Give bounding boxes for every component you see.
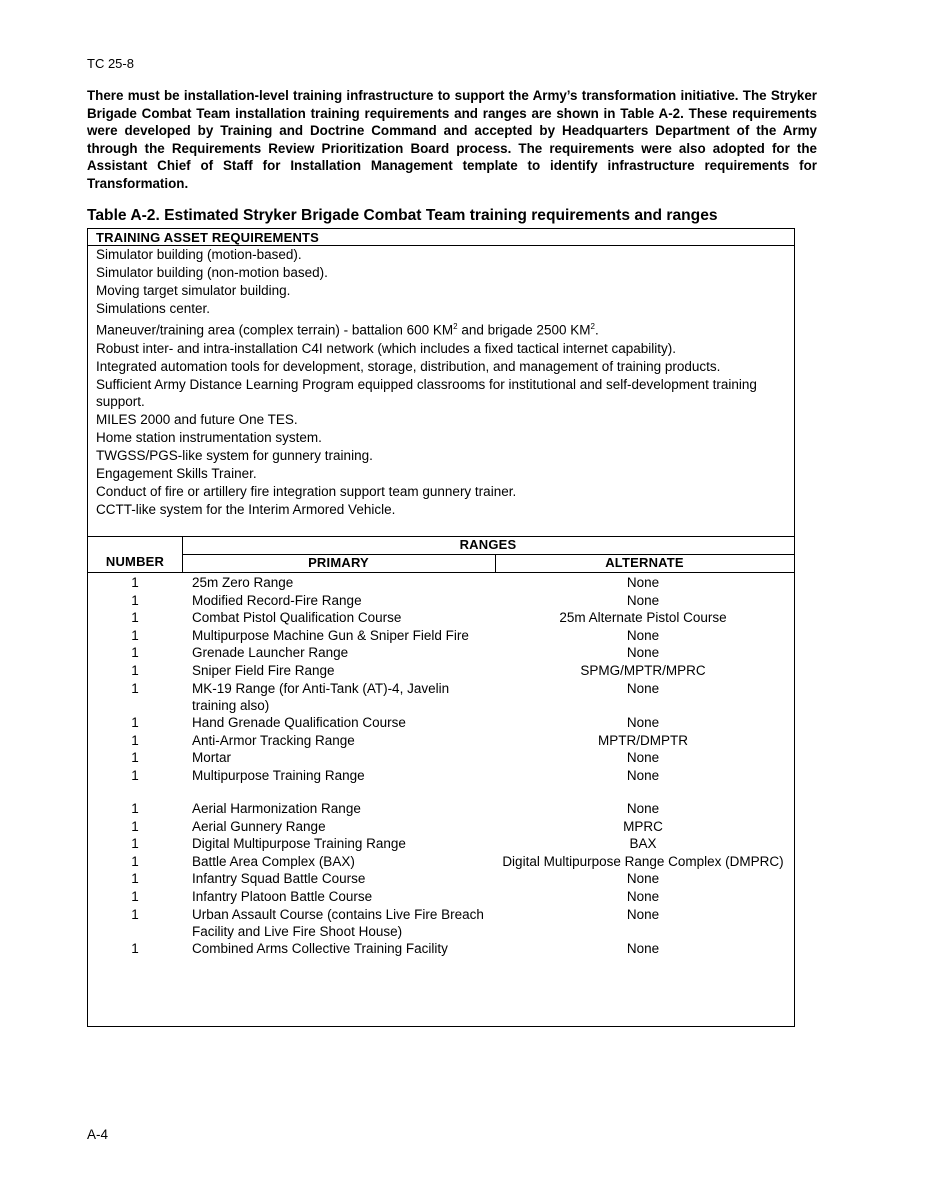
cell-number: 1 bbox=[131, 732, 139, 748]
cell-alternate: None bbox=[626, 767, 660, 783]
cell-alternate: None bbox=[626, 575, 660, 590]
col-header-number: NUMBER bbox=[105, 554, 165, 569]
cell-primary: Aerial Harmonization Range bbox=[192, 800, 361, 816]
cell-number: 1 bbox=[131, 906, 139, 922]
table-row bbox=[88, 680, 794, 714]
cell-number: 1 bbox=[131, 715, 139, 731]
table-row bbox=[88, 853, 794, 870]
table-row bbox=[88, 906, 794, 940]
table-row bbox=[88, 749, 794, 766]
asset-item: CCTT-like system for the Interim Armored Vehicle. bbox=[96, 502, 396, 517]
col-header-primary: PRIMARY bbox=[308, 555, 369, 570]
cell-number: 1 bbox=[131, 800, 139, 816]
col-header-alternate: ALTERNATE bbox=[605, 555, 684, 570]
table-row bbox=[88, 800, 794, 817]
asset-item: Integrated automation tools for development, storage, distribution, and management of training products. bbox=[96, 358, 721, 374]
cell-primary: MK-19 Range (for Anti-Tank (AT)-4, Javelin training also) bbox=[192, 680, 450, 713]
document-id: TC 25-8 bbox=[87, 56, 134, 71]
table-row bbox=[88, 940, 794, 957]
asset-item: Conduct of fire or artillery fire integration support team gunnery trainer. bbox=[96, 484, 517, 499]
cell-number: 1 bbox=[131, 853, 139, 869]
cell-alternate: SPMG/MPTR/MPRC bbox=[580, 662, 706, 678]
cell-alternate: BAX bbox=[629, 836, 657, 852]
asset-requirements-header: TRAINING ASSET REQUIREMENTS bbox=[96, 230, 320, 245]
asset-item: MILES 2000 and future One TES. bbox=[96, 412, 298, 427]
cell-number: 1 bbox=[131, 662, 139, 678]
table-row bbox=[88, 767, 794, 784]
ranges-rows bbox=[88, 574, 794, 958]
cell-primary: Infantry Squad Battle Course bbox=[192, 871, 366, 887]
cell-number: 1 bbox=[131, 592, 139, 608]
cell-alternate: MPRC bbox=[623, 818, 663, 834]
cell-primary: Aerial Gunnery Range bbox=[192, 818, 326, 834]
table-row bbox=[88, 662, 794, 679]
superscript: 2 bbox=[590, 322, 595, 331]
table-row bbox=[88, 627, 794, 644]
cell-number: 1 bbox=[131, 627, 139, 643]
cell-primary: Grenade Launcher Range bbox=[192, 645, 349, 661]
cell-primary: Battle Area Complex (BAX) bbox=[192, 853, 355, 869]
cell-number: 1 bbox=[131, 750, 139, 766]
cell-number: 1 bbox=[131, 680, 139, 696]
cell-alternate: None bbox=[626, 871, 660, 887]
cell-primary: Mortar bbox=[192, 750, 232, 766]
cell-number: 1 bbox=[131, 610, 139, 626]
table-row bbox=[88, 714, 794, 731]
cell-alternate: None bbox=[626, 645, 660, 661]
cell-alternate: MPTR/DMPTR bbox=[598, 732, 688, 748]
asset-item: Sufficient Army Distance Learning Program equipped classrooms for institutional and self-development training support. bbox=[96, 376, 757, 409]
cell-primary: Infantry Platoon Battle Course bbox=[192, 888, 373, 904]
cell-number: 1 bbox=[131, 871, 139, 887]
cell-primary: Digital Multipurpose Training Range bbox=[192, 836, 406, 852]
cell-number: 1 bbox=[131, 645, 139, 661]
cell-number: 1 bbox=[131, 941, 139, 957]
table-caption: Table A-2. Estimated Stryker Brigade Combat Team training requirements and ranges bbox=[87, 207, 718, 224]
cell-alternate: 25m Alternate Pistol Course bbox=[559, 610, 727, 626]
asset-item: Moving target simulator building. bbox=[96, 283, 291, 298]
cell-primary: 25m Zero Range bbox=[192, 575, 294, 590]
page-number: A-4 bbox=[87, 1127, 109, 1142]
cell-alternate: None bbox=[626, 906, 660, 922]
table-row bbox=[88, 835, 794, 852]
cell-number: 1 bbox=[131, 818, 139, 834]
requirements-table bbox=[87, 228, 795, 1027]
cell-primary: Hand Grenade Qualification Course bbox=[192, 715, 406, 731]
cell-primary: Sniper Field Fire Range bbox=[192, 662, 335, 678]
asset-list bbox=[96, 246, 786, 519]
cell-alternate: None bbox=[626, 750, 660, 766]
cell-alternate: None bbox=[626, 941, 660, 957]
cell-alternate: None bbox=[626, 627, 660, 643]
cell-primary: Combined Arms Collective Training Facility bbox=[192, 941, 448, 957]
table-row bbox=[88, 888, 794, 905]
ranges-header: RANGES bbox=[459, 537, 517, 552]
asset-item: Engagement Skills Trainer. bbox=[96, 466, 257, 481]
asset-item: TWGSS/PGS-like system for gunnery training. bbox=[96, 448, 373, 463]
cell-primary: Modified Record-Fire Range bbox=[192, 592, 362, 608]
table-row bbox=[88, 574, 794, 591]
cell-primary: Multipurpose Machine Gun & Sniper Field Fire bbox=[192, 627, 469, 643]
cell-alternate: None bbox=[626, 680, 660, 696]
table-row bbox=[88, 592, 794, 609]
cell-primary: Combat Pistol Qualification Course bbox=[192, 610, 402, 626]
asset-item: Home station instrumentation system. bbox=[96, 430, 322, 445]
maneuver-text-c: . bbox=[594, 322, 599, 338]
maneuver-text-a: Maneuver/training area (complex terrain) - battalion 600 KM bbox=[96, 322, 454, 338]
cell-number: 1 bbox=[131, 888, 139, 904]
asset-item: Robust inter- and intra-installation C4I network (which includes a fixed tactical internet capability). bbox=[96, 340, 677, 356]
cell-number: 1 bbox=[131, 836, 139, 852]
divider bbox=[88, 572, 794, 573]
superscript: 2 bbox=[453, 322, 458, 331]
maneuver-text-b: and brigade 2500 KM bbox=[457, 322, 591, 338]
cell-alternate: None bbox=[626, 592, 660, 608]
cell-alternate: Digital Multipurpose Range Complex (DMPRC) bbox=[502, 853, 784, 869]
cell-alternate: None bbox=[626, 888, 660, 904]
table-row bbox=[88, 818, 794, 835]
intro-paragraph: There must be installation-level training infrastructure to support the Army’s transformation initiative. The Stryker Brigade Combat Team installation training requirements and ranges are shown in Table A-2. These requirements were developed by Training and Doctrine Command and accepted by Headquarters Department of the Army through the Requirements Review Prioritization Board process. The requirements were also adopted for the Assistant Chief of Staff for Installation Management template to identify infrastructure requirements for Transformation. bbox=[87, 88, 817, 191]
cell-alternate: None bbox=[626, 800, 660, 816]
asset-item: Simulations center. bbox=[96, 301, 211, 316]
table-row bbox=[88, 644, 794, 661]
cell-primary: Multipurpose Training Range bbox=[192, 767, 365, 783]
cell-primary: Anti-Armor Tracking Range bbox=[192, 732, 355, 748]
asset-item: Simulator building (non-motion based). bbox=[96, 265, 328, 280]
cell-number: 1 bbox=[131, 575, 139, 590]
table-row bbox=[88, 732, 794, 749]
asset-item: Simulator building (motion-based). bbox=[96, 247, 302, 262]
cell-alternate: None bbox=[626, 715, 660, 731]
asset-item-maneuver bbox=[96, 318, 786, 339]
table-row bbox=[88, 609, 794, 626]
cell-number: 1 bbox=[131, 767, 139, 783]
table-row bbox=[88, 870, 794, 887]
cell-primary: Urban Assault Course (contains Live Fire Breach Facility and Live Fire Shoot House) bbox=[192, 906, 484, 939]
